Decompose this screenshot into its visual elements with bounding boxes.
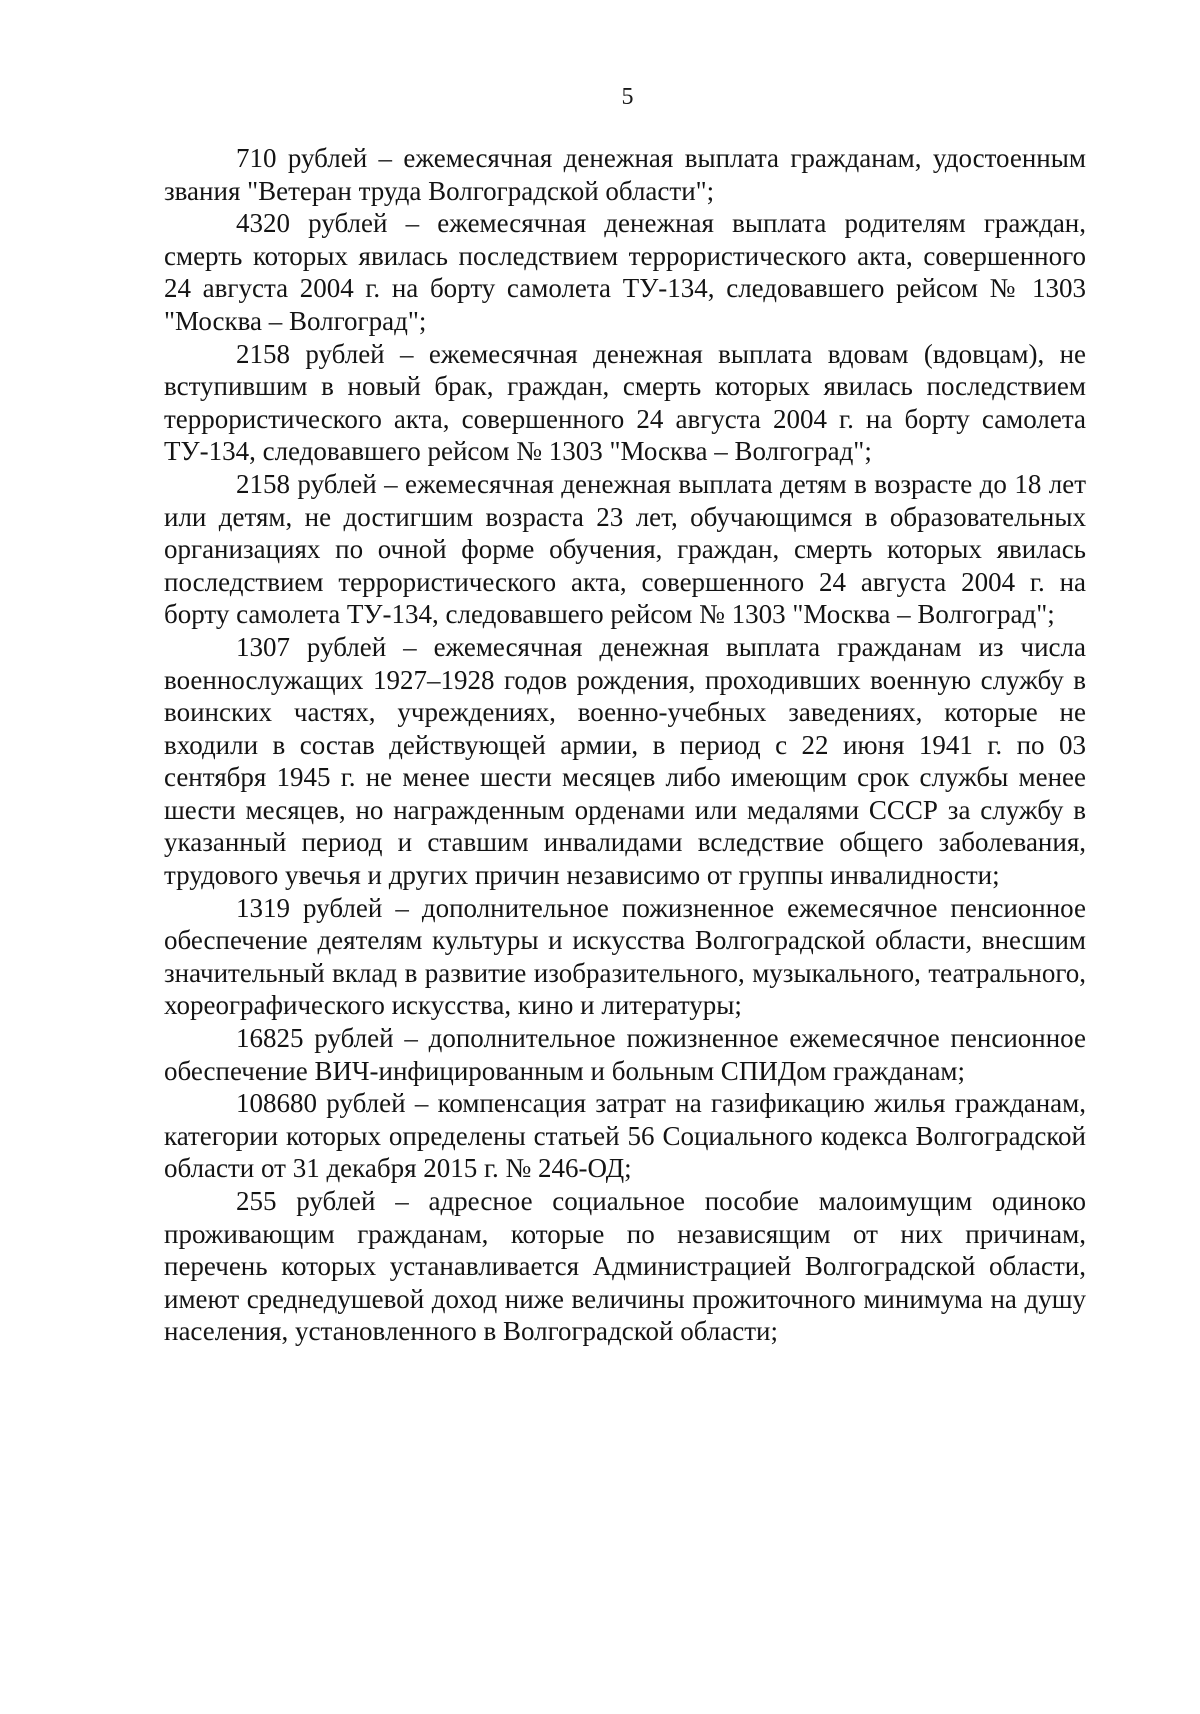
- paragraph-veteran-payment: 710 рублей – ежемесячная денежная выплата гражданам, удостоенным звания "Ветеран труда Волгоградской области";: [164, 143, 1086, 206]
- paragraph-culture-pension: 1319 рублей – дополнительное пожизненное ежемесячное пенсионное обеспечение деятелям культуры и искусства Волгоградской области, внесшим значительный вклад в развитие изобразительного, музыкального, театрального, хореографического искусства, кино и литературы;: [164, 892, 1086, 1021]
- paragraph-parents-payment: 4320 рублей – ежемесячная денежная выплата родителям граждан, смерть которых явилась последствием террористического акта, совершенного 24 августа 2004 г. на борту самолета ТУ-134, следовавшего рейсом № 1303 "Москва – Волгоград";: [164, 208, 1086, 336]
- paragraph-children-payment: 2158 рублей – ежемесячная денежная выплата детям в возрасте до 18 лет или детям, не достигшим возраста 23 лет, обучающимся в образовательных организациях по очной форме обучения, граждан, смерть которых явилась последствием террористического акта, совершенного 24 августа 2004 г. на борту самолета ТУ-134, следовавшего рейсом № 1303 "Москва – Волгоград";: [164, 468, 1086, 630]
- page-number: 5: [621, 84, 634, 110]
- paragraph-gasification-compensation: 108680 рублей – компенсация затрат на газификацию жилья гражданам, категории которых определены статьей 56 Социального кодекса Волгоградской области от 31 декабря 2015 г. № 246-ОД;: [164, 1088, 1086, 1184]
- document-body: [164, 142, 1086, 1348]
- paragraph-social-allowance: 255 рублей – адресное социальное пособие малоимущим одиноко проживающим гражданам, которые по независящим от них причинам, перечень которых устанавливается Администрацией Волгоградской области, имеют среднедушевой доход ниже величины прожиточного минимума на душу населения, установленного в Волгоградской области;: [164, 1186, 1086, 1347]
- paragraph-widows-payment: 2158 рублей – ежемесячная денежная выплата вдовам (вдовцам), не вступившим в новый брак, граждан, смерть которых явилась последствием террористического акта, совершенного 24 августа 2004 г. на борту самолета ТУ-134, следовавшего рейсом № 1303 "Москва – Волгоград";: [164, 338, 1086, 467]
- paragraph-servicemen-payment: 1307 рублей – ежемесячная денежная выплата гражданам из числа военнослужащих 1927–1928 годов рождения, проходивших военную службу в воинских частях, учреждениях, военно-учебных заведениях, которые не входили в состав действующей армии, в период с 22 июня 1941 г. по 03 сентября 1945 г. не менее шести месяцев либо имеющим срок службы менее шести месяцев, но награжденным орденами или медалями СССР за службу в указанный период и ставшим инвалидами вследствие общего заболевания, трудового увечья и других причин независимо от группы инвалидности;: [164, 631, 1086, 891]
- paragraph-hiv-pension: 16825 рублей – дополнительное пожизненное ежемесячное пенсионное обеспечение ВИЧ-инфицированным и больным СПИДом гражданам;: [164, 1023, 1086, 1086]
